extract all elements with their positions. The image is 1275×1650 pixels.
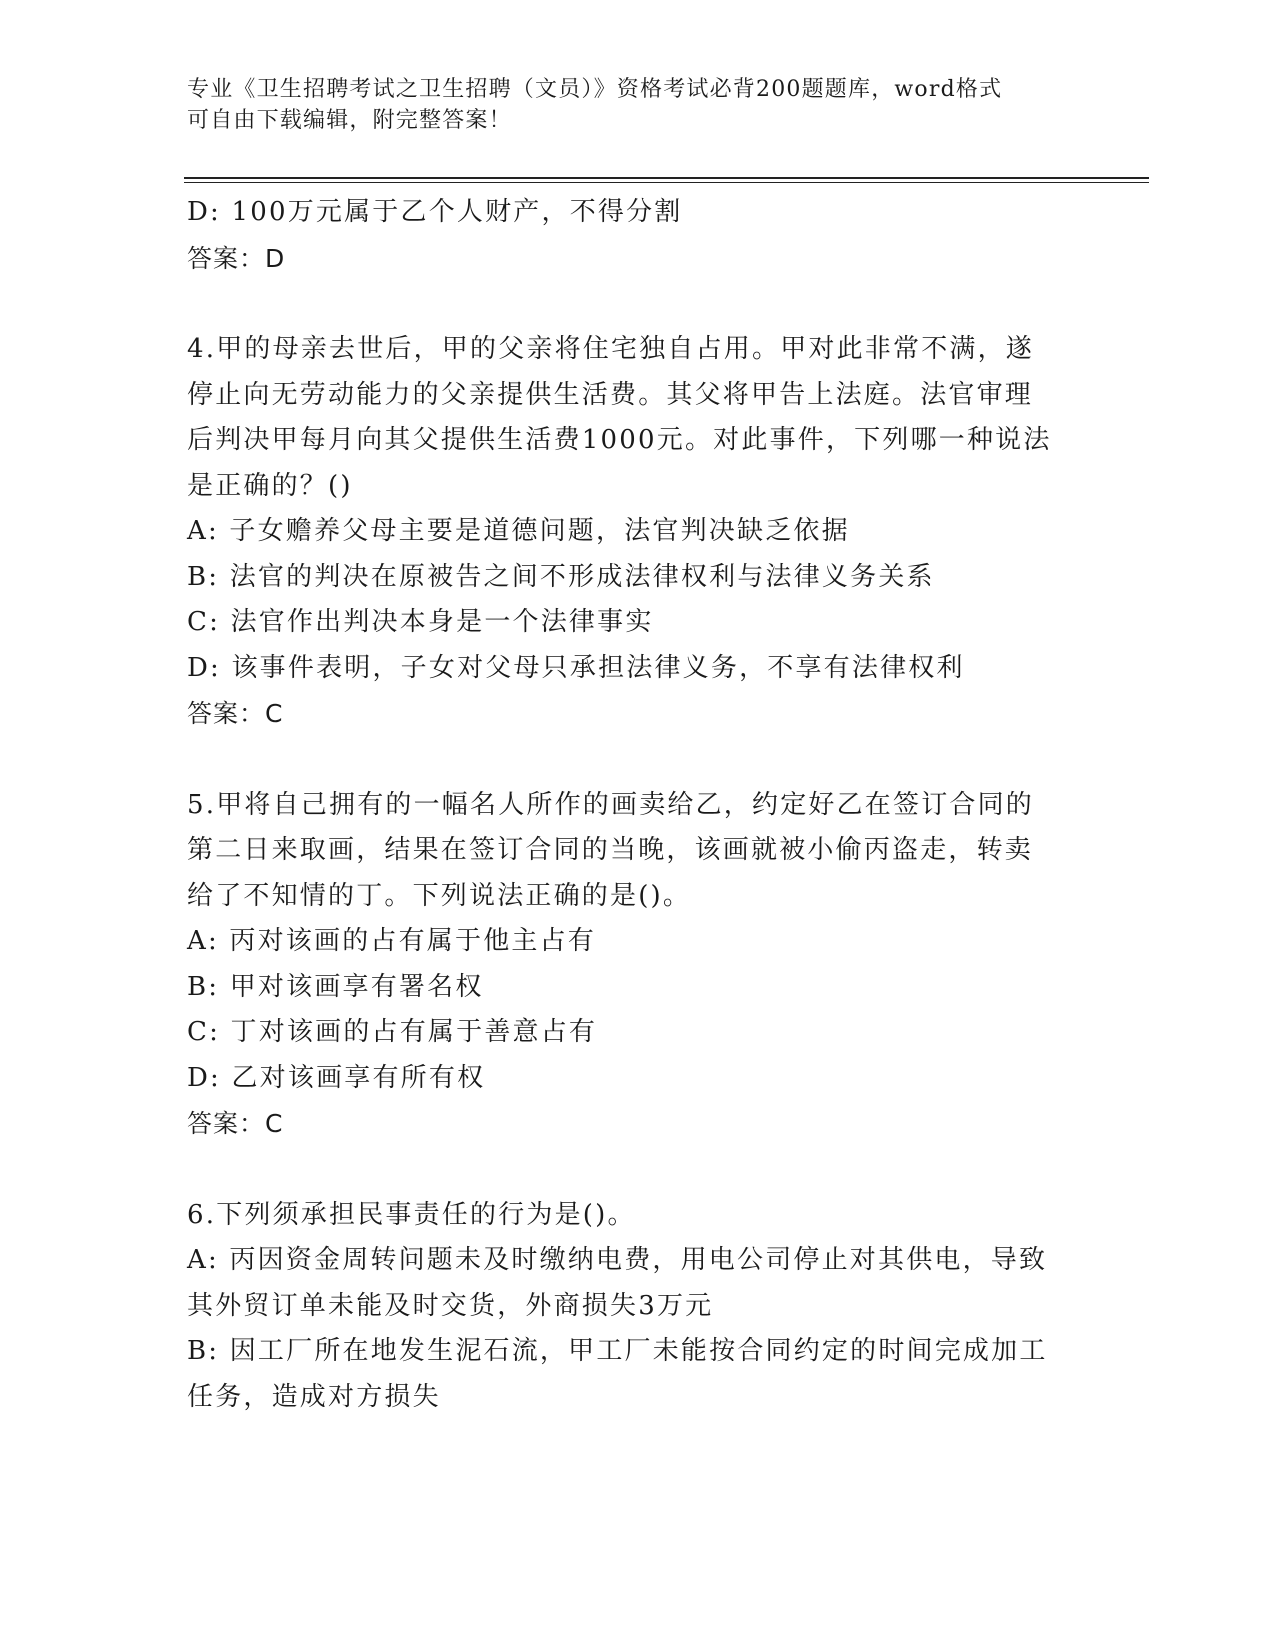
question-5-option-b: B: 甲对该画享有署名权	[187, 971, 484, 1002]
question-6-option-b-line: B: 因工厂所在地发生泥石流，甲工厂未能按合同约定的时间完成加工	[187, 1336, 1048, 1366]
question-3-answer: 答案：D	[187, 243, 286, 273]
document-page	[187, 0, 1152, 1650]
question-5-stem-line: 给了不知情的丁。下列说法正确的是()。	[187, 880, 692, 911]
question-5-answer: 答案：C	[187, 1109, 284, 1138]
question-6-stem-line: 6.下列须承担民事责任的行为是()。	[187, 1199, 636, 1230]
spacer	[187, 281, 1087, 327]
question-4-option-b: B: 法官的判决在原被告之间不形成法律权利与法律义务关系	[187, 561, 935, 592]
question-5-option-d: D: 乙对该画享有所有权	[187, 1062, 486, 1093]
question-4-answer: 答案：C	[187, 699, 284, 728]
question-6	[187, 1193, 1087, 1421]
question-4-option-a: A: 子女赡养父母主要是道德问题，法官判决缺乏依据	[187, 516, 850, 546]
question-6-option-a-line: A: 丙因资金周转问题未及时缴纳电费，用电公司停止对其供电，导致	[187, 1245, 1048, 1275]
question-5-option-c: C: 丁对该画的占有属于善意占有	[187, 1017, 598, 1047]
question-5-stem-line: 第二日来取画，结果在签订合同的当晚，该画就被小偷丙盗走，转卖	[187, 835, 1034, 865]
question-3	[187, 190, 1087, 281]
question-3-option-d: D: 100万元属于乙个人财产，不得分割	[187, 197, 683, 227]
question-4-stem-line: 停止向无劳动能力的父亲提供生活费。其父将甲告上法庭。法官审理	[187, 379, 1034, 410]
header-title-line-2: 可自由下载编辑，附完整答案！	[187, 108, 512, 133]
header-divider-thick	[184, 177, 1149, 179]
question-4-stem-line: 后判决甲每月向其父提供生活费1000元。对此事件，下列哪一种说法	[187, 425, 1052, 455]
question-5	[187, 783, 1087, 1147]
header-title-line-1: 专业《卫生招聘考试之卫生招聘（文员）》资格考试必背200题题库，word格式	[187, 77, 1003, 102]
question-5-stem-line: 5.甲将自己拥有的一幅名人所作的画卖给乙，约定好乙在签订合同的	[187, 789, 1035, 820]
question-4-option-d: D: 该事件表明，子女对父母只承担法律义务，不享有法律权利	[187, 652, 965, 683]
question-6-option-a-line: 其外贸订单未能及时交货，外商损失3万元	[187, 1290, 714, 1321]
question-4-stem-line: 4.甲的母亲去世后，甲的父亲将住宅独自占用。甲对此非常不满，遂	[187, 334, 1035, 364]
question-5-option-a: A: 丙对该画的占有属于他主占有	[187, 926, 597, 956]
question-4-option-c: C: 法官作出判决本身是一个法律事实	[187, 607, 654, 637]
page-header	[187, 74, 1087, 136]
spacer	[187, 1147, 1087, 1193]
document-body	[187, 190, 1087, 1420]
question-4	[187, 327, 1087, 737]
spacer	[187, 737, 1087, 783]
question-4-stem-line: 是正确的？()	[187, 470, 353, 501]
question-6-option-b-line: 任务，造成对方损失	[187, 1381, 441, 1412]
header-divider-thin	[184, 182, 1149, 183]
